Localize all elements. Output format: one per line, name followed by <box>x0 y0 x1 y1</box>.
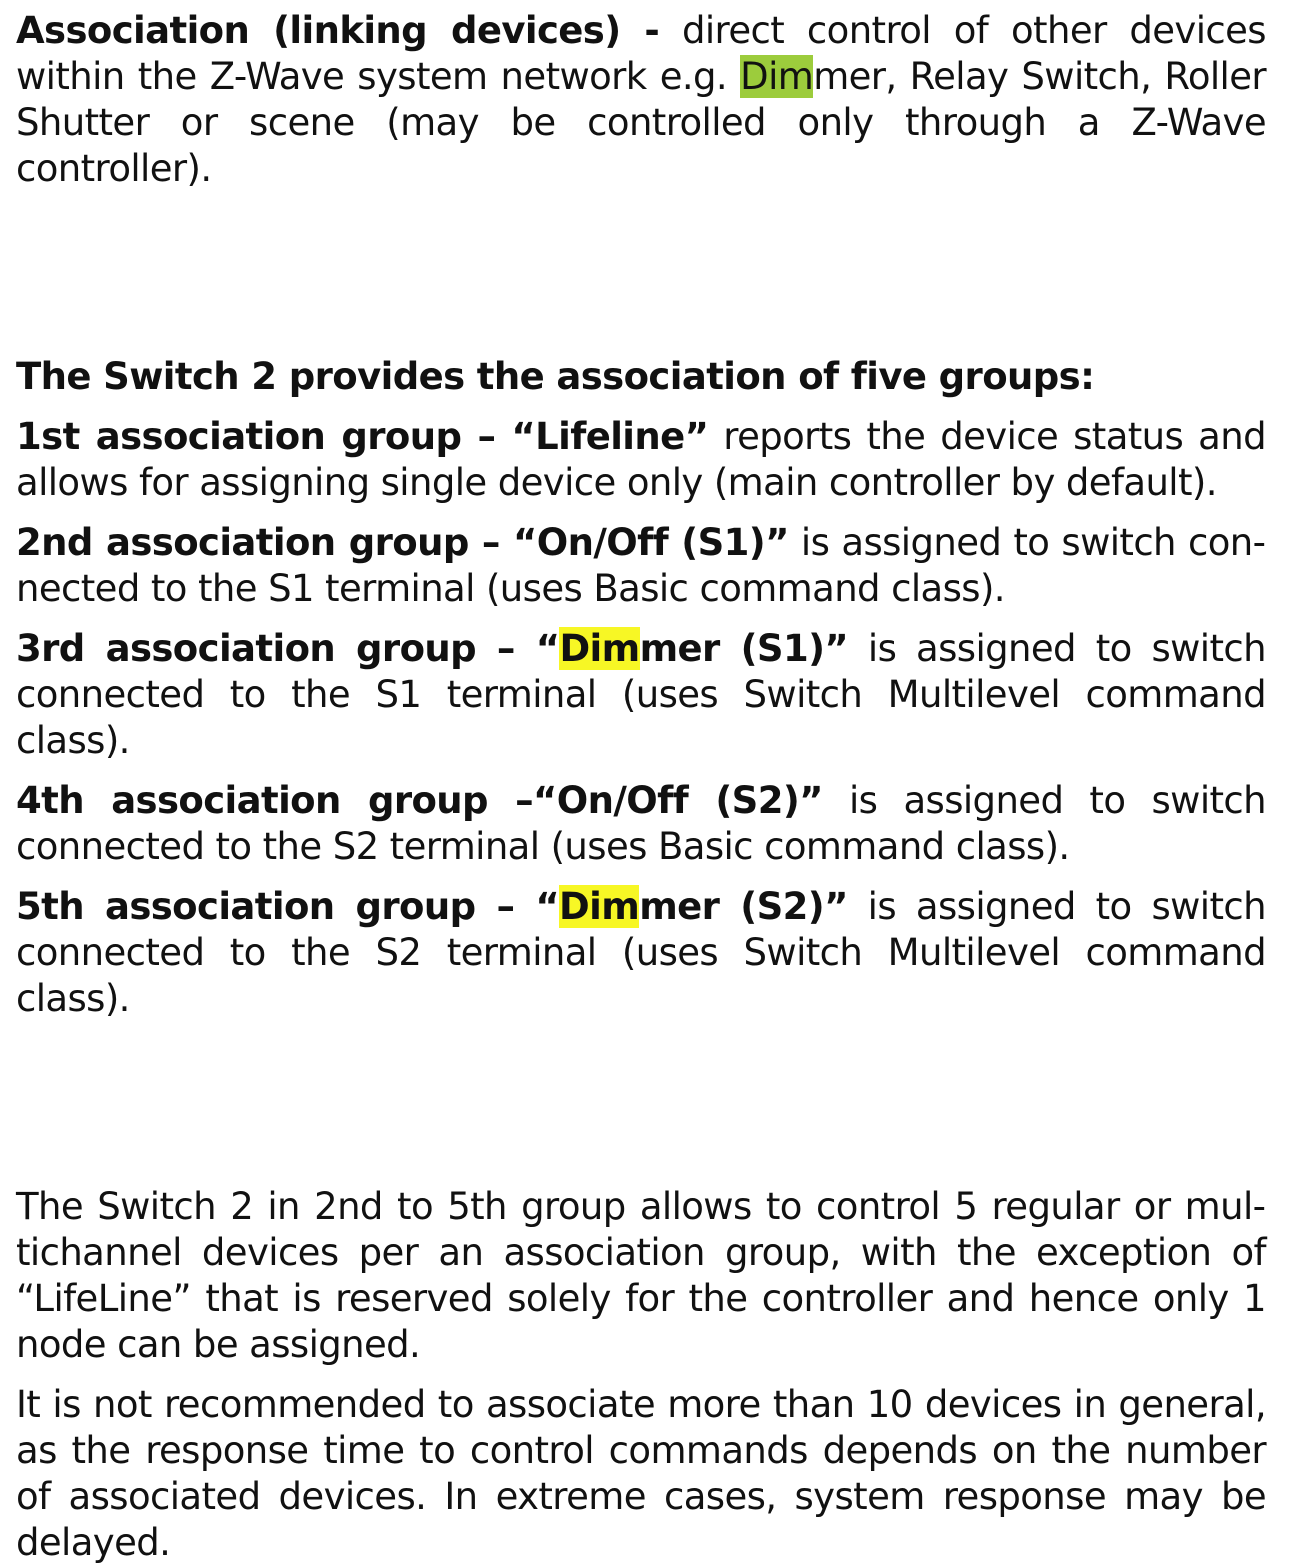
intro-text-before: direct control of other devices within the Z-Wave system network e.g. <box>16 9 1266 98</box>
spacer <box>16 612 1266 626</box>
spacer <box>16 1368 1266 1382</box>
spacer <box>16 506 1266 520</box>
group-1-label: 1st association group – “Lifeline” <box>16 415 709 458</box>
group-1-text: reports the device status and allows for assigning single device only (main controller by default). <box>16 415 1266 504</box>
group-1-paragraph <box>16 414 1266 506</box>
group-3-label <box>16 627 848 670</box>
group-4-paragraph <box>16 778 1266 870</box>
groups-heading <box>16 354 1266 400</box>
intro-highlight: Dim <box>740 55 814 98</box>
groups-heading-text: The Switch 2 provides the association of five groups: <box>16 355 1095 398</box>
group-3-label-highlight: Dim <box>559 627 640 670</box>
group-4-text: is assigned to switch connected to the S2 terminal (uses Basic command class). <box>16 779 1266 868</box>
intro-title: Association (linking devices) - <box>16 9 660 52</box>
group-2-text: is assigned to switch connected to the S1 terminal (uses Basic command class). <box>16 521 1266 610</box>
group-2-paragraph <box>16 520 1266 612</box>
spacer <box>16 1022 1266 1144</box>
intro-paragraph <box>16 8 1266 192</box>
document-page <box>16 8 1266 1566</box>
spacer <box>16 870 1266 884</box>
note-1-paragraph: The Switch 2 in 2nd to 5th group allows to control 5 regular or multichannel devices per an association group, with the exception of “LifeLine” that is reserved solely for the controller and hence only 1 node can be assigned. <box>16 1185 1266 1366</box>
group-5-text: is assigned to switch connected to the S2 terminal (uses Switch Multilevel command class). <box>16 885 1266 1020</box>
spacer <box>16 192 1266 354</box>
spacer <box>16 764 1266 778</box>
group-2-label: 2nd association group – “On/Off (S1)” <box>16 521 789 564</box>
group-5-label-pre: 5th association group – “ <box>16 885 560 928</box>
note-2-paragraph: It is not recommended to associate more than 10 devices in general, as the response time to control commands depends on the number of associated devices. In extreme cases, system response may be delayed. <box>16 1383 1266 1564</box>
spacer <box>16 400 1266 414</box>
intro-text-after: mer, Relay Switch, Roller Shutter or scene (may be controlled only through a Z-Wave controller). <box>16 55 1266 190</box>
group-5-label <box>16 885 848 928</box>
group-5-paragraph <box>16 884 1266 1022</box>
group-4-label: 4th association group –“On/Off (S2)” <box>16 779 823 822</box>
group-3-paragraph <box>16 626 1266 764</box>
group-3-label-post: mer (S1)” <box>639 627 849 670</box>
group-3-text: is assigned to switch connected to the S1 terminal (uses Switch Multilevel command class). <box>16 627 1266 762</box>
group-3-label-pre: 3rd association group – “ <box>16 627 560 670</box>
group-5-label-highlight: Dim <box>559 885 640 928</box>
spacer <box>16 1144 1266 1184</box>
group-5-label-post: mer (S2)” <box>639 885 848 928</box>
